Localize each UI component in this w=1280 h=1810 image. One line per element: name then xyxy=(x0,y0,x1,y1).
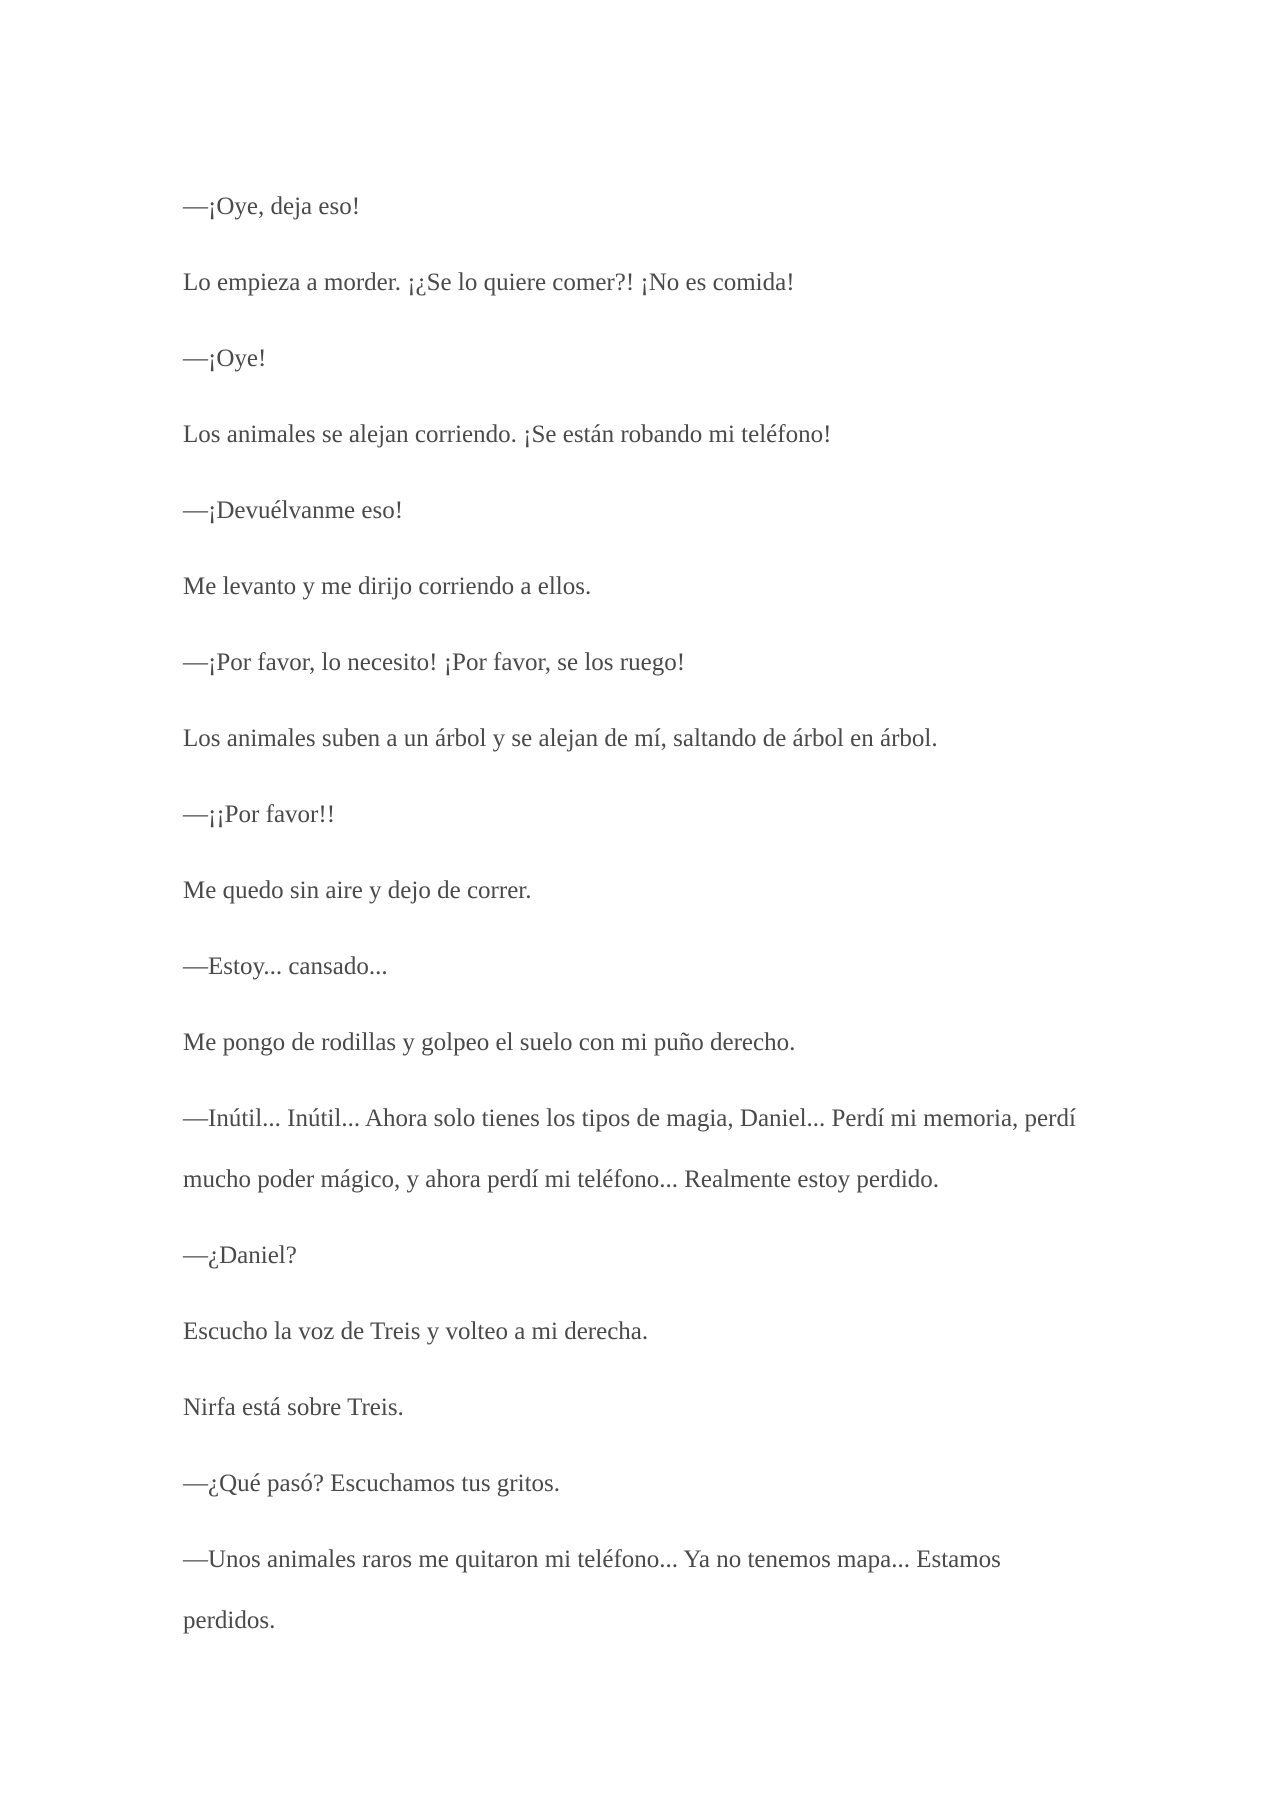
paragraph: —Unos animales raros me quitaron mi teléfono... Ya no tenemos mapa... Estamos perdidos. xyxy=(183,1546,1001,1634)
paragraph: —Estoy... cansado... xyxy=(183,953,388,980)
paragraph: —¡Por favor, lo necesito! ¡Por favor, se los ruego! xyxy=(183,649,686,676)
paragraph: —¿Daniel? xyxy=(183,1242,297,1269)
paragraph: Escucho la voz de Treis y volteo a mi derecha. xyxy=(183,1318,649,1345)
paragraph: Los animales se alejan corriendo. ¡Se están robando mi teléfono! xyxy=(183,421,832,448)
paragraph: Los animales suben a un árbol y se alejan de mí, saltando de árbol en árbol. xyxy=(183,725,938,752)
paragraph: —¿Qué pasó? Escuchamos tus gritos. xyxy=(183,1470,561,1497)
paragraph: —¡Oye! xyxy=(183,345,267,372)
document-body xyxy=(183,176,1083,1666)
paragraph: —¡¡Por favor!! xyxy=(183,801,336,828)
paragraph: Me quedo sin aire y dejo de correr. xyxy=(183,877,532,904)
paragraph: Me levanto y me dirijo corriendo a ellos. xyxy=(183,573,592,600)
paragraph: —¡Oye, deja eso! xyxy=(183,193,361,220)
paragraph: Nirfa está sobre Treis. xyxy=(183,1394,404,1421)
paragraph: Me pongo de rodillas y golpeo el suelo con mi puño derecho. xyxy=(183,1029,796,1056)
paragraph: —Inútil... Inútil... Ahora solo tienes los tipos de magia, Daniel... Perdí mi memoria, perdí mucho poder mágico, y ahora perdí mi teléfono... Realmente estoy perdido. xyxy=(183,1105,1076,1193)
paragraph: —¡Devuélvanme eso! xyxy=(183,497,404,524)
paragraph: Lo empieza a morder. ¡¿Se lo quiere comer?! ¡No es comida! xyxy=(183,269,795,296)
